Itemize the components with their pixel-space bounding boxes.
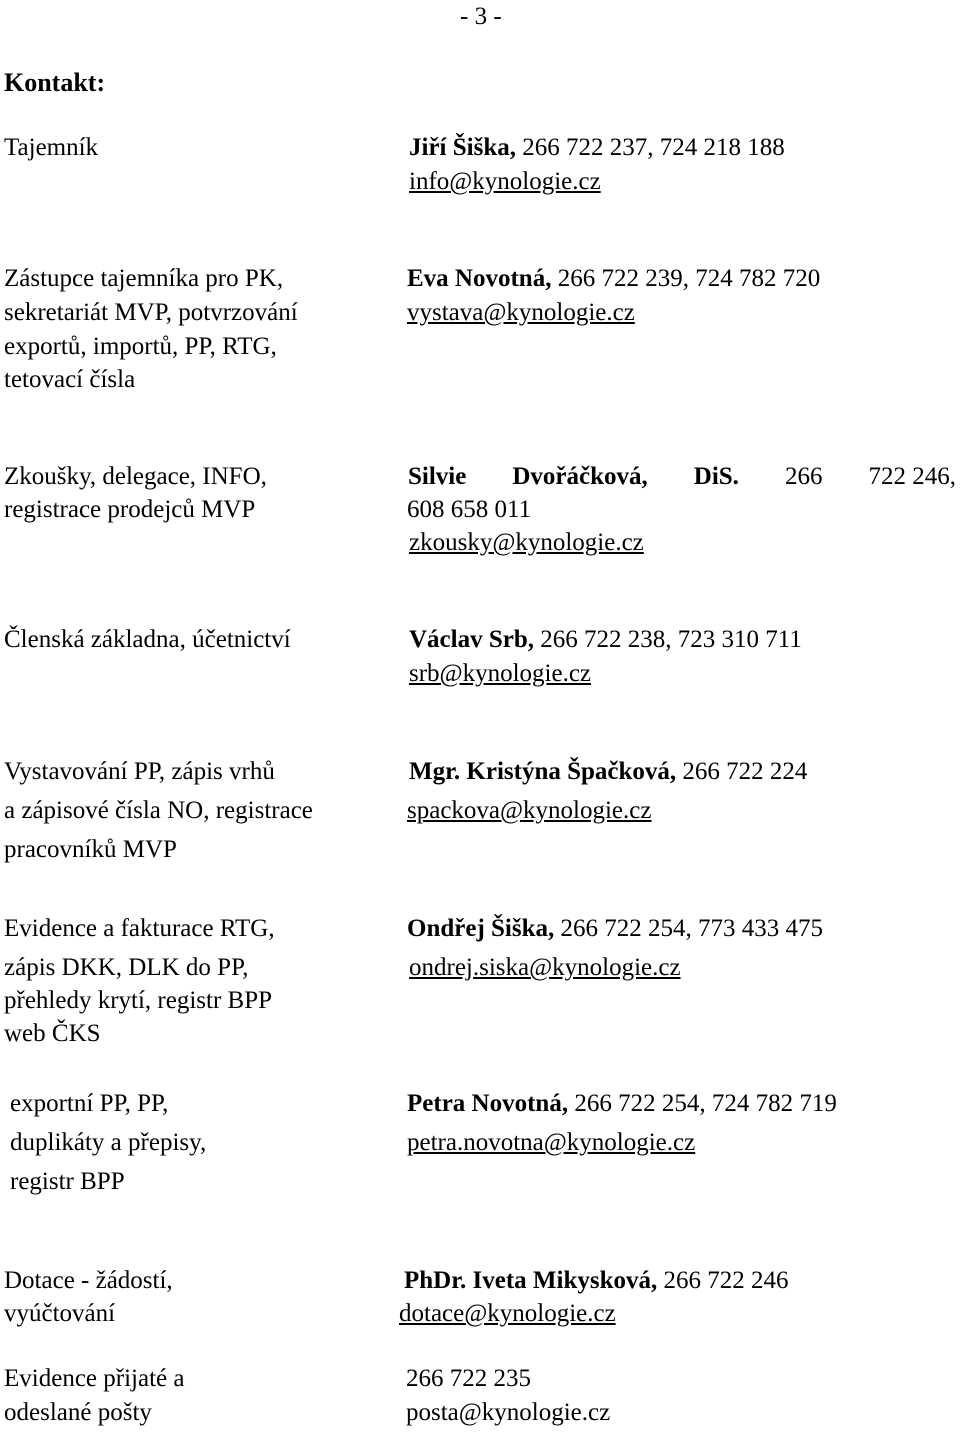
contact-name-phone	[409, 759, 807, 784]
contact-phones: 266 722 254, 773 433 475	[554, 915, 824, 942]
contact-name: Jiří Šiška,	[409, 134, 516, 161]
contact-name-phone	[404, 1268, 789, 1293]
role-line: a zápisové čísla NO, registrace	[4, 797, 313, 824]
role-line: sekretariát MVP, potvrzování	[4, 299, 298, 326]
contact-phones: 266 722 254, 724 782 719	[568, 1090, 837, 1117]
role-line: web ČKS	[4, 1020, 101, 1047]
role-line: registrace prodejců MVP	[4, 496, 256, 523]
contact-name-phone	[408, 464, 956, 489]
contact-phones: 266 722 239, 724 782 720	[551, 265, 821, 292]
role-line: Tajemník	[4, 134, 99, 161]
contact-name: Václav Srb,	[409, 626, 534, 653]
role-line: duplikáty a přepisy,	[10, 1129, 207, 1156]
email-link[interactable]: vystava@kynologie.cz	[407, 299, 635, 326]
contact-phones-line2: 608 658 011	[407, 496, 532, 523]
contact-phones: 266 722 238, 723 310 711	[534, 626, 802, 653]
phone-word: 266	[784, 463, 823, 490]
contact-phones: 266 722 246	[657, 1267, 789, 1294]
role-line: vyúčtování	[4, 1300, 116, 1327]
email-link[interactable]: dotace@kynologie.cz	[399, 1300, 616, 1327]
contact-name-phone	[409, 135, 785, 160]
email-link[interactable]: spackova@kynologie.cz	[407, 797, 652, 824]
role-line: Dotace - žádostí,	[4, 1267, 173, 1294]
contact-name: Mgr. Kristýna Špačková,	[409, 758, 677, 785]
role-line: Evidence přijaté a	[4, 1365, 185, 1392]
contact-name-phone	[407, 1091, 837, 1116]
role-line: Členská základna, účetnictví	[4, 626, 291, 653]
role-line: odeslané pošty	[4, 1399, 152, 1426]
page-number: - 3 -	[460, 3, 502, 30]
contact-name: Petra Novotná,	[407, 1090, 569, 1117]
page-heading: Kontakt:	[4, 68, 106, 97]
email-link[interactable]: srb@kynologie.cz	[409, 660, 592, 687]
email-text[interactable]: posta@kynologie.cz	[406, 1399, 611, 1426]
role-line: Zástupce tajemníka pro PK,	[4, 265, 284, 292]
role-line: zápis DKK, DLK do PP,	[4, 954, 249, 981]
role-line: Evidence a fakturace RTG,	[4, 915, 275, 942]
contact-name-phone	[407, 266, 820, 291]
role-line: Zkoušky, delegace, INFO,	[4, 463, 267, 490]
name-word: DiS.	[693, 463, 739, 490]
role-line: přehledy krytí, registr BPP	[4, 987, 273, 1014]
role-line: registr BPP	[10, 1168, 125, 1195]
email-link[interactable]: petra.novotna@kynologie.cz	[407, 1129, 696, 1156]
role-line: exportů, importů, PP, RTG,	[4, 333, 277, 360]
contact-name: Ondřej Šiška,	[407, 915, 555, 942]
role-line: exportní PP, PP,	[10, 1090, 169, 1117]
role-line: pracovníků MVP	[4, 836, 177, 863]
contact-phones: 266 722 235	[406, 1365, 531, 1392]
contact-name-phone	[409, 627, 802, 652]
name-word: Dvořáčková,	[512, 463, 648, 490]
name-word: Silvie	[408, 463, 467, 490]
email-link[interactable]: zkousky@kynologie.cz	[409, 529, 644, 556]
email-link[interactable]: ondrej.siska@kynologie.cz	[409, 954, 681, 981]
phone-word: 722 246,	[868, 463, 956, 490]
email-link[interactable]: info@kynologie.cz	[409, 168, 601, 195]
contact-name: Eva Novotná,	[407, 265, 552, 292]
contact-phones: 266 722 224	[676, 758, 808, 785]
role-line: tetovací čísla	[4, 366, 136, 393]
contact-name: PhDr. Iveta Mikysková,	[404, 1267, 658, 1294]
contact-phones: 266 722 237, 724 218 188	[515, 134, 785, 161]
role-line: Vystavování PP, zápis vrhů	[4, 758, 275, 785]
contact-name-phone	[407, 916, 823, 941]
